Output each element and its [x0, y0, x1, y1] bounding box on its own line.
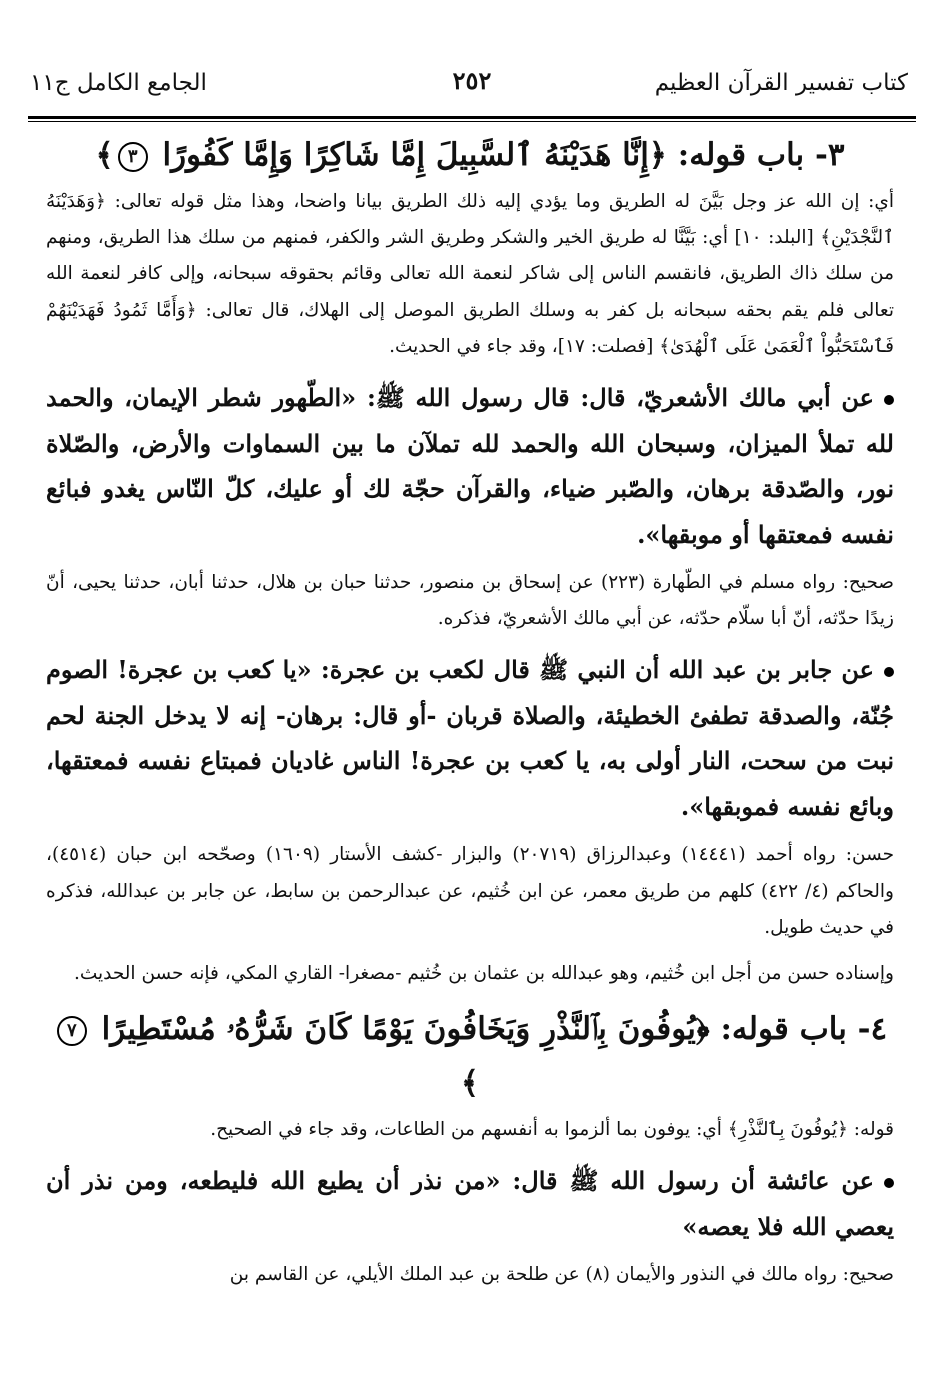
page-number: ٢٥٢	[452, 66, 492, 95]
hadith-paragraph	[46, 647, 894, 829]
header-rule	[28, 116, 916, 119]
takhrij-paragraph: حسن: رواه أحمد (١٤٤٤١) وعبدالرزاق (٢٠٧١٩) والبزار -كشف الأستار (١٦٠٩) وصحّحه ابن حبان (٤٥١٤)، والحاكم (٤/ ٤٢٢) كلهم من طريق معمر، عن ابن خُثيم، عن عبدالرحمن بن سابط، عن جابر بن عبدالله، فذكره في حديث طويل.	[46, 844, 895, 938]
hadith-paragraph	[46, 375, 894, 557]
bullet-icon	[884, 667, 894, 677]
section-heading-3	[46, 128, 894, 182]
commentary-paragraph: أي: إن الله عز وجل بَيَّنَ له الطريق وما يؤدي إليه ذلك الطريق بيانا واضحا، وهذا مثل قوله تعالى: ﴿وَهَدَيْنَهُ ٱلنَّجْدَيْنِ﴾ [البلد: ١٠] أي: بَيَّنَّا له طريق الخير والشكر وطريق الشر والكفر، فمنهم من سلك هذا الطريق، ومنهم من سلك ذاك الطريق، فانقسم الناس إلى شاكر لنعمة الله تعالى وقائم بحقوقه سبحانه، وإلى كافر لنعمة الله تعالى فلم يقم بحقه سبحانه بل كفر به وسلك الطريق الموصل إلى الهلاك، قال تعالى: ﴿وَأَمَّا ثَمُودُ فَهَدَيْنَهُمْ فَٱسْتَحَبُّواْ ٱلْعَمَىٰ عَلَى ٱلْهُدَىٰ﴾ [فصلت: ١٧]، وقد جاء في الحديث.	[46, 191, 894, 357]
section-heading-4	[46, 1002, 894, 1110]
page-header	[28, 62, 916, 104]
takhrij-paragraph: صحيح: رواه مسلم في الطّهارة (٢٢٣) عن إسحاق بن منصور، حدثنا حبان بن هلال، حدثنا أبان، حدثنا يحيى، أنّ زيدًا حدّثه، أنّ أبا سلّام حدّثه، عن أبي مالك الأشعريّ، فذكره.	[46, 572, 894, 630]
hadith-paragraph	[46, 1158, 894, 1249]
section-label: ٤- باب قوله:	[720, 1011, 888, 1048]
verse-number: ٣	[118, 142, 148, 172]
verse-number: ٧	[57, 1016, 87, 1046]
isnad-note-paragraph: وإسناده حسن من أجل ابن خُثيم، وهو عبدالله بن عثمان بن خُثيم -مصغرا- القاري المكي، فإنه حسن الحديث.	[73, 963, 894, 985]
verse-close-bracket: ﴾	[95, 137, 114, 173]
commentary-paragraph: قوله: ﴿يُوفُونَ بِٱلنَّذْرِ﴾ أي: يوفون بما ألزموا به أنفسهم من الطاعات، وقد جاء في الصحيح.	[210, 1119, 894, 1141]
hadith-text: عن عائشة أن رسول الله ﷺ قال: «من نذر أن يطيع الله فليطعه، ومن نذر أن يعصي الله فلا يعصه»	[46, 1166, 894, 1241]
section-label: ٣- باب قوله:	[677, 137, 845, 173]
verse-text: ﴿يُوفُونَ بِٱلنَّذْرِ وَيَخَافُونَ يَوْمًا كَانَ شَرُّهُۥ مُسْتَطِيرًا	[101, 1011, 710, 1048]
hadith-text: عن جابر بن عبد الله أن النبي ﷺ قال لكعب بن عجرة: «يا كعب بن عجرة! الصوم جُنّة، والصدقة تطفئ الخطيئة، والصلاة قربان -أو قال: برهان- إنه لا يدخل الجنة لحم نبت من سحت، النار أولى به، يا كعب بن عجرة! الناس غاديان فمبتاع نفسه فمعتقها، وبائع نفسه فموبقها».	[46, 655, 894, 821]
page-content	[46, 128, 894, 1365]
hadith-text: عن أبي مالك الأشعريّ، قال: قال رسول الله ﷺ: «الطّهور شطر الإيمان، والحمد لله تملأ الميزان، وسبحان الله والحمد لله تملآن ما بين السماوات والأرض، والصّلاة نور، والصّدقة برهان، والصّبر ضياء، والقرآن حجّة لك أو عليك، كلّ النّاس يغدو فبائع نفسه فمعتقها أو موبقها».	[46, 383, 894, 549]
bullet-icon	[884, 1178, 894, 1188]
takhrij-paragraph: صحيح: رواه مالك في النذور والأيمان (٨) عن طلحة بن عبد الملك الأيلي، عن القاسم بن	[229, 1264, 894, 1286]
book-title: كتاب تفسير القرآن العظيم	[654, 70, 908, 96]
verse-close-bracket: ﴾	[460, 1065, 480, 1102]
bullet-icon	[884, 395, 894, 405]
volume-title: الجامع الكامل ج١١	[30, 70, 207, 96]
verse-text: ﴿إِنَّا هَدَيْنَهُ ٱلسَّبِيلَ إِمَّا شَاكِرًا وَإِمَّا كَفُورًا	[162, 137, 667, 173]
header-rule-thin	[28, 121, 916, 122]
